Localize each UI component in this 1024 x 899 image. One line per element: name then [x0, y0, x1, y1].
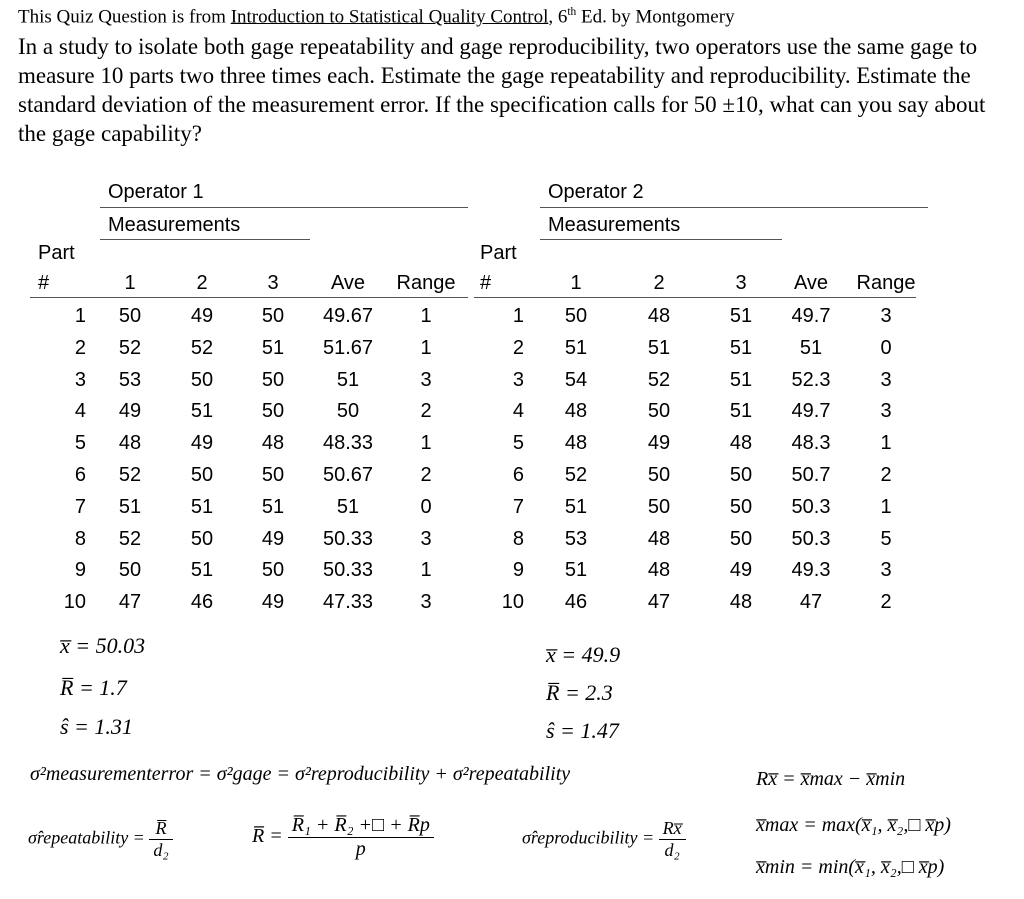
op1-table-cell: 50 — [261, 305, 285, 327]
op2-table-cell: 51 — [564, 495, 588, 518]
op1-col-header: 2 — [196, 272, 208, 294]
op2-table-cell: 49.7 — [791, 305, 831, 327]
operator2-xbarbar: x̅̅ = 49.9 — [546, 642, 621, 667]
xmax-formula: x̅̅max = max(x̅̅₁, x̅̅₂,□ x̅̅p) — [756, 814, 951, 836]
operator1-rbar: R̅ = 1.7 — [60, 675, 127, 700]
op2-table-cell: 2 — [880, 464, 892, 486]
operator2-title: Operator 2 — [548, 181, 644, 203]
op2-table-cell: 48.3 — [791, 432, 831, 455]
operator1-sub-rule — [100, 239, 310, 240]
op1-table-cell: 50 — [261, 368, 285, 391]
op1-table-cell: 1 — [420, 432, 432, 455]
operator1-grand-mean — [60, 633, 145, 659]
sigma-repro-lhs: σ̂reproducibility = — [522, 827, 655, 848]
op2-part-number: 6 — [512, 464, 524, 486]
op2-table-cell: 52 — [564, 464, 588, 486]
op1-table-cell: 49 — [190, 432, 214, 455]
op2-part-number: 9 — [512, 559, 524, 582]
op1-table-cell: 1 — [420, 305, 432, 327]
op2-table-cell: 47 — [799, 591, 823, 614]
rbarbar-formula — [252, 814, 434, 861]
op1-part-number: 7 — [74, 495, 86, 518]
op1-table-cell: 50.33 — [322, 559, 374, 582]
op2-table-cell: 50 — [729, 464, 753, 486]
op2-table-cell: 51 — [564, 336, 588, 359]
op2-part-header: Part — [480, 242, 517, 264]
sigma-repeat-den: d₂ — [153, 840, 169, 860]
op2-table-cell: 51 — [729, 336, 753, 359]
op1-table-cell: 51 — [261, 336, 285, 359]
op1-table-cell: 47.33 — [322, 591, 374, 614]
op1-part-number: 3 — [74, 368, 86, 391]
sigma-reproducibility-formula — [522, 818, 686, 861]
operator1-rule — [100, 207, 468, 208]
source-citation — [18, 6, 735, 28]
op1-part-number: 5 — [74, 432, 86, 455]
op2-table-cell: 49 — [729, 559, 753, 582]
operator1-subtitle: Measurements — [108, 214, 241, 236]
op2-table-cell: 5 — [880, 527, 892, 550]
op2-table-cell: 3 — [880, 559, 892, 582]
op2-table-cell: 50.7 — [791, 464, 831, 486]
operator2-sub-rule — [540, 239, 782, 240]
op1-col-header: Ave — [330, 272, 366, 294]
op1-table-cell: 53 — [118, 368, 142, 391]
op2-table-cell: 50 — [647, 400, 671, 423]
op1-table-cell: 47 — [118, 591, 142, 614]
op2-table-cell: 53 — [564, 527, 588, 550]
op1-part-number: 10 — [63, 591, 86, 614]
operator2-subtitle: Measurements — [548, 214, 681, 236]
op1-col-header: 3 — [267, 272, 279, 294]
op2-col-header: Ave — [793, 272, 829, 294]
op2-part-number: 5 — [512, 432, 524, 455]
op1-table-cell: 52 — [118, 464, 142, 486]
op1-part-number: 9 — [74, 559, 86, 582]
op1-table-cell: 52 — [118, 336, 142, 359]
op2-table-cell: 48 — [564, 400, 588, 423]
sigma-repro-den: d₂ — [664, 840, 680, 860]
op1-part-header: Part — [38, 242, 75, 264]
op1-table-cell: 49 — [118, 400, 142, 423]
op2-table-cell: 0 — [880, 336, 892, 359]
op2-table-cell: 3 — [880, 368, 892, 391]
op2-table-cell: 48 — [729, 591, 753, 614]
sigma-repeatability-formula — [28, 818, 173, 861]
op1-table-cell: 52 — [190, 336, 214, 359]
op1-col-header: 1 — [124, 272, 136, 294]
op1-table-cell: 51 — [261, 495, 285, 518]
citation-sup: th — [567, 6, 577, 18]
op1-table-cell: 50 — [190, 527, 214, 550]
op1-part-number: 8 — [74, 527, 86, 550]
op1-table-cell: 48 — [118, 432, 142, 455]
op1-table-cell: 51 — [190, 400, 214, 423]
operator2-mean-range — [546, 680, 613, 706]
op2-part-number: 10 — [501, 591, 524, 614]
sigma-repro-fraction — [659, 818, 686, 861]
op2-part-number: 2 — [512, 336, 524, 359]
operator1-title: Operator 1 — [108, 181, 204, 203]
sigma-repeat-lhs: σ̂repeatability = — [28, 827, 145, 848]
op2-col-header: 2 — [653, 272, 665, 294]
op1-part-hash: # — [38, 272, 50, 294]
rbarbar-lhs: R̅̅ = — [252, 825, 283, 848]
op2-part-number: 1 — [512, 305, 524, 327]
op2-table-cell: 52 — [647, 368, 671, 391]
op2-table-cell: 48 — [729, 432, 753, 455]
op2-part-number: 7 — [512, 495, 524, 518]
op2-part-hash: # — [480, 272, 492, 294]
rbarbar-fraction — [288, 814, 434, 861]
operator2-grand-mean — [546, 642, 620, 668]
op1-table-cell: 48.33 — [322, 432, 374, 455]
op2-col-header: 3 — [735, 272, 747, 294]
operator1-mean-range — [60, 675, 127, 701]
operator1-std — [60, 714, 133, 740]
op2-table-cell: 48 — [647, 305, 671, 327]
op1-table-cell: 50 — [190, 368, 214, 391]
op2-table-cell: 49 — [647, 432, 671, 455]
op2-table-cell: 3 — [880, 400, 892, 423]
op1-table-cell: 3 — [420, 591, 432, 614]
op2-table-cell: 50.3 — [791, 495, 831, 518]
op1-table-cell: 2 — [420, 464, 432, 486]
op1-table-cell: 51 — [118, 495, 142, 518]
op1-table-cell: 51 — [336, 495, 360, 518]
op2-table-cell: 46 — [564, 591, 588, 614]
question-text: In a study to isolate both gage repeatability and gage reproducibility, two operators use the same gage to measure 10 parts two three times each. Estimate the gage repeatability and reproducibility. Estimate the standard deviation of the measurement error. If the specification calls for 50 ±10, what can you say about the gage capability? — [18, 34, 986, 146]
op2-table-cell: 1 — [880, 432, 892, 455]
op2-part-number: 4 — [512, 400, 524, 423]
op1-part-number: 2 — [74, 336, 86, 359]
op2-table-cell: 50.3 — [791, 527, 831, 550]
op2-table-cell: 50 — [564, 305, 588, 327]
op1-table-cell: 49 — [190, 305, 214, 327]
op1-table-cell: 48 — [261, 432, 285, 455]
op2-table-cell: 51 — [729, 368, 753, 391]
op1-table-cell: 49.67 — [322, 305, 374, 327]
variance-equation: σ²measurementerror = σ²gage = σ²reproducibility + σ²repeatability — [30, 763, 571, 785]
op1-table-cell: 50 — [190, 464, 214, 486]
citation-rest: Ed. by Montgomery — [576, 6, 735, 28]
citation-prefix: This Quiz Question is from — [18, 6, 231, 28]
op1-table-cell: 50.67 — [322, 464, 374, 486]
op2-table-cell: 48 — [564, 432, 588, 455]
op1-part-number: 6 — [74, 464, 86, 486]
op1-table-cell: 3 — [420, 368, 432, 391]
op1-table-cell: 1 — [420, 336, 432, 359]
op1-table-cell: 50 — [261, 464, 285, 486]
op2-table-cell: 47 — [647, 591, 671, 614]
op2-table-cell: 48 — [647, 527, 671, 550]
operator1-shat: ŝ = 1.31 — [60, 714, 133, 739]
op2-table-cell: 52.3 — [791, 368, 831, 391]
op2-table-cell: 3 — [880, 305, 892, 327]
op2-table-cell: 50 — [647, 495, 671, 518]
op2-table-cell: 49.7 — [791, 400, 831, 423]
op2-table-cell: 51 — [729, 305, 753, 327]
op1-table-cell: 50 — [261, 559, 285, 582]
op1-table-cell: 50 — [118, 559, 142, 582]
op2-table-cell: 54 — [564, 368, 588, 391]
op2-part-number: 3 — [512, 368, 524, 391]
sigma-repeat-fraction — [149, 818, 172, 861]
op1-table-cell: 46 — [190, 591, 214, 614]
op1-part-number: 1 — [74, 305, 86, 327]
op1-table-cell: 52 — [118, 527, 142, 550]
book-title: Introduction to Statistical Quality Control — [230, 6, 549, 28]
op2-table-cell: 50 — [729, 495, 753, 518]
op1-table-cell: 50 — [336, 400, 360, 423]
op2-table-cell: 50 — [647, 464, 671, 486]
op2-header-rule — [474, 297, 916, 298]
xmin-formula: x̅̅min = min(x̅̅₁, x̅̅₂,□ x̅̅p) — [756, 856, 945, 878]
op1-table-cell: 50.33 — [322, 527, 374, 550]
citation-edition: , 6 — [548, 6, 568, 28]
op2-table-cell: 51 — [647, 336, 671, 359]
sigma-repro-num: Rx̅̅ — [659, 818, 686, 840]
op1-table-cell: 50 — [118, 305, 142, 327]
operator2-rule — [540, 207, 928, 208]
op2-col-header: Range — [856, 272, 916, 294]
op1-table-cell: 2 — [420, 400, 432, 423]
op2-col-header: 1 — [570, 272, 582, 294]
operator2-rbar: R̅ = 2.3 — [546, 680, 613, 705]
op1-col-header: Range — [396, 272, 456, 294]
op2-table-cell: 1 — [880, 495, 892, 518]
op2-table-cell: 51 — [729, 400, 753, 423]
op2-table-cell: 49.3 — [791, 559, 831, 582]
op1-table-cell: 49 — [261, 591, 285, 614]
operator2-std — [546, 718, 619, 744]
op1-table-cell: 51 — [190, 559, 214, 582]
op2-table-cell: 48 — [647, 559, 671, 582]
rbarbar-num: R̅₁ + R̅₂ +□ + R̅p — [288, 814, 434, 838]
op2-table-cell: 2 — [880, 591, 892, 614]
op1-table-cell: 51.67 — [322, 336, 374, 359]
op1-table-cell: 51 — [190, 495, 214, 518]
operator1-xbarbar: x̅̅ = 50.03 — [60, 633, 146, 658]
op1-table-cell: 50 — [261, 400, 285, 423]
op1-table-cell: 1 — [420, 559, 432, 582]
op2-part-number: 8 — [512, 527, 524, 550]
operator2-shat: ŝ = 1.47 — [546, 718, 619, 743]
op1-table-cell: 3 — [420, 527, 432, 550]
rx-range-formula: Rx̅̅ = x̅̅max − x̅̅min — [756, 768, 906, 790]
op2-table-cell: 50 — [729, 527, 753, 550]
rbarbar-den: p — [355, 838, 366, 860]
op1-table-cell: 0 — [420, 495, 432, 518]
sigma-repeat-num: R̅̅ — [149, 818, 172, 840]
op2-table-cell: 51 — [799, 336, 823, 359]
op2-table-cell: 51 — [564, 559, 588, 582]
op1-part-number: 4 — [74, 400, 86, 423]
op1-table-cell: 51 — [336, 368, 360, 391]
op1-header-rule — [30, 297, 468, 298]
op1-table-cell: 49 — [261, 527, 285, 550]
